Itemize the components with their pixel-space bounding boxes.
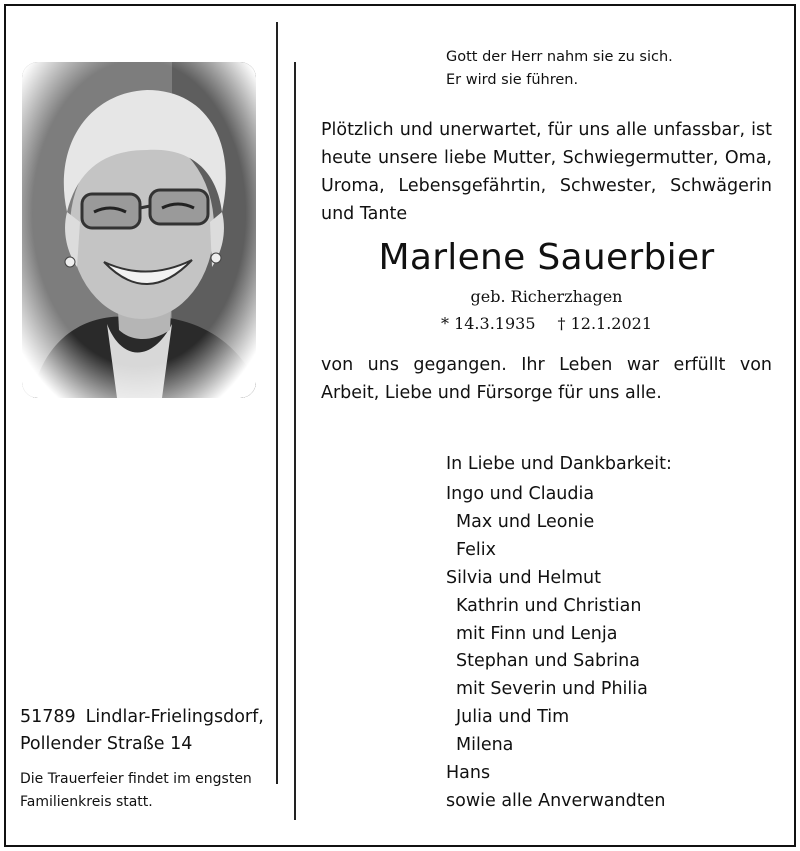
family-member: Felix xyxy=(456,539,496,560)
family-member: Stephan und Sabrina xyxy=(456,651,640,672)
family-member: Julia und Tim xyxy=(456,707,570,728)
birth-name: geb. Richerzhagen xyxy=(470,287,623,306)
death-date: † 12.1.2021 xyxy=(557,314,653,333)
family-member: Max und Leonie xyxy=(456,511,595,532)
funeral-note-line-2: Familienkreis statt. xyxy=(20,794,153,810)
address-city-line xyxy=(20,704,264,731)
address xyxy=(20,704,264,758)
life-dates xyxy=(321,313,772,335)
address-street: Pollender Straße 14 xyxy=(20,734,193,754)
address-zip: 51789 xyxy=(20,707,76,727)
portrait-photo xyxy=(22,62,256,398)
family-list xyxy=(446,481,665,816)
funeral-note-line-1: Die Trauerfeier findet im engsten xyxy=(20,771,252,787)
motto-line-2: Er wird sie führen. xyxy=(446,72,579,88)
family-member: Milena xyxy=(456,735,514,756)
motto xyxy=(446,46,673,92)
birth-date: * 14.3.1935 xyxy=(440,314,536,333)
address-city: Lindlar-Frielingsdorf, xyxy=(85,707,264,727)
family-member: Silvia und Helmut xyxy=(446,567,601,588)
outro-text: von uns gegangen. Ihr Leben war erfüllt von Arbeit, Liebe und Fürsorge für uns alle. xyxy=(321,355,772,403)
funeral-note xyxy=(20,768,252,814)
family-member: sowie alle Anverwandten xyxy=(446,790,666,811)
deceased-name: Marlene Sauerbier xyxy=(378,237,715,278)
divider-line-right xyxy=(294,62,296,820)
thanks-line: In Liebe und Dankbarkeit: xyxy=(446,454,672,474)
family-member: mit Severin und Philia xyxy=(456,679,648,700)
divider-line-left xyxy=(276,22,278,784)
family-member: mit Finn und Lenja xyxy=(456,623,618,644)
family-member: Kathrin und Christian xyxy=(456,595,642,616)
family-member: Hans xyxy=(446,763,491,784)
intro-text: Plötzlich und unerwartet, für uns alle unfassbar, ist heute unsere liebe Mutter, Schwiegermutter, Oma, Uroma, Lebensgefährtin, Schwester, Schwägerin und Tante xyxy=(321,120,772,224)
family-member: Ingo und Claudia xyxy=(446,484,595,504)
motto-line-1: Gott der Herr nahm sie zu sich. xyxy=(446,49,673,65)
